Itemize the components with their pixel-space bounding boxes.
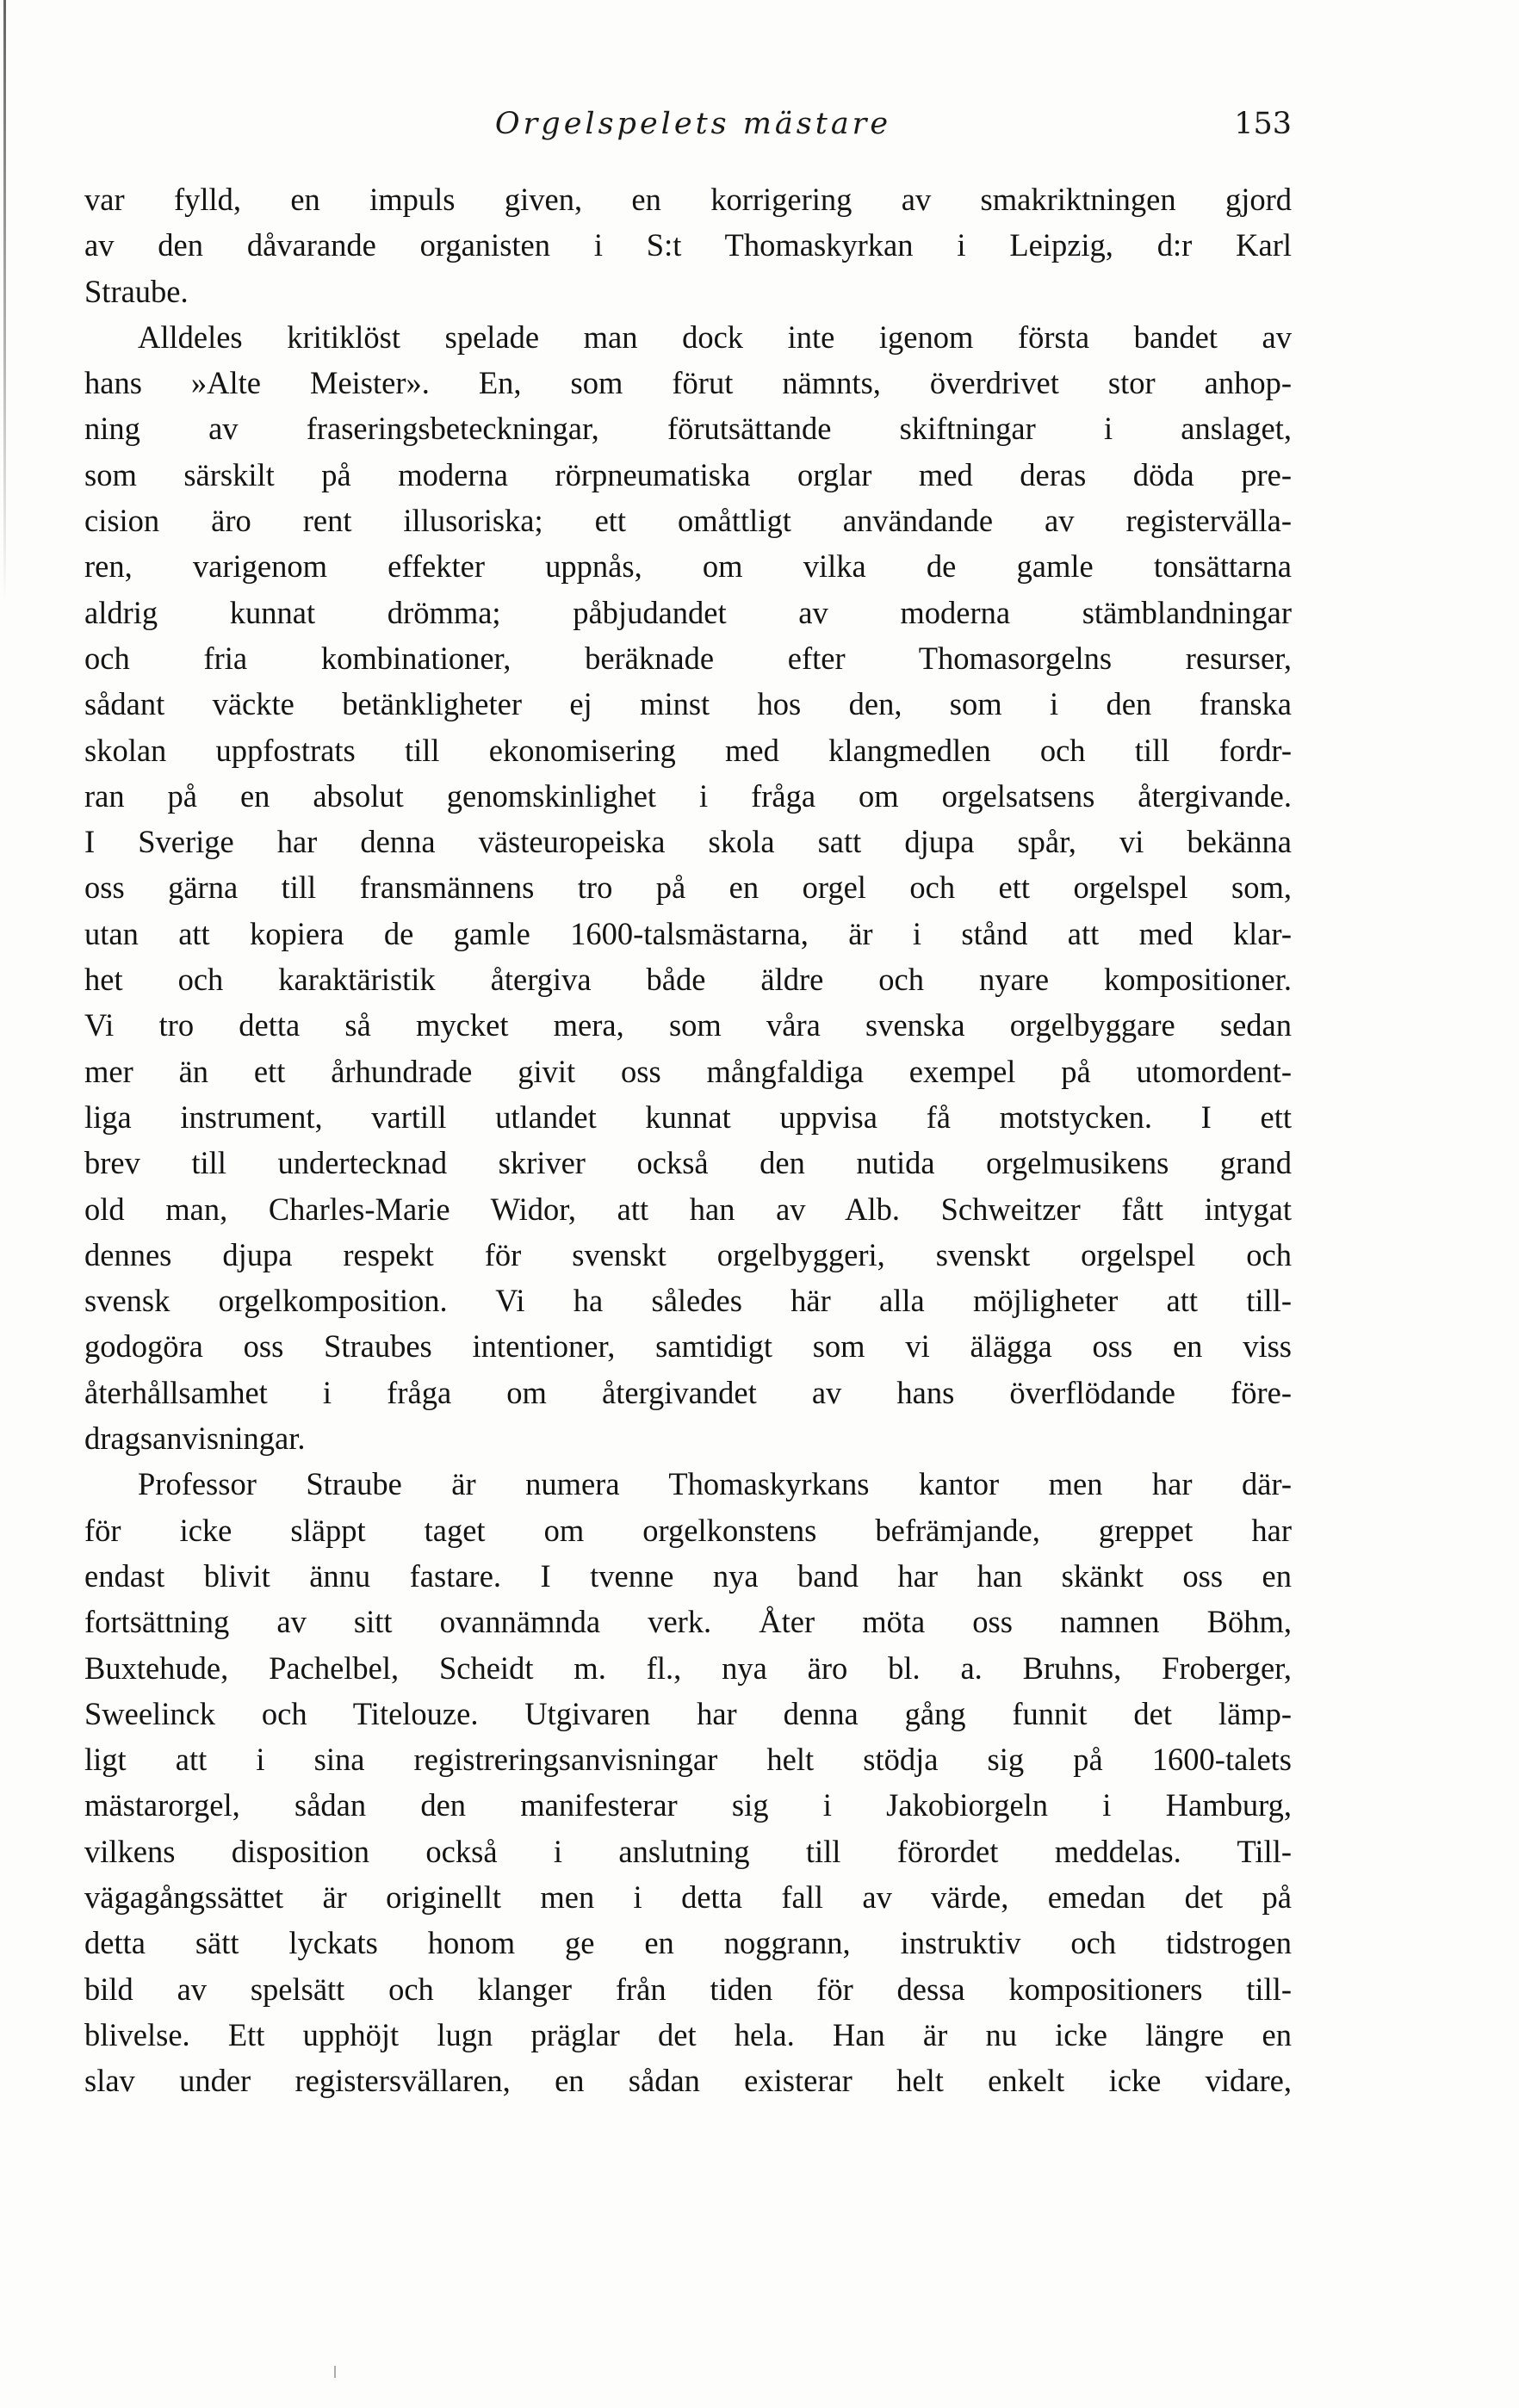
text-line: het och karaktäristik återgiva både äldre och nyare kompositioner.	[84, 962, 1292, 998]
text-line: ning av fraseringsbeteckningar, förutsättande skiftningar i anslaget,	[84, 411, 1292, 447]
text-line: och fria kombinationer, beräknade efter Thomasorgelns resurser,	[84, 640, 1292, 676]
scan-speck	[334, 2366, 336, 2378]
text-line: mästarorgel, sådan den manifesterar sig i Jakobiorgeln i Hamburg,	[84, 1787, 1292, 1823]
body-text	[84, 176, 1292, 2103]
running-title: Orgelspelets mästare	[494, 107, 892, 141]
text-line: av den dåvarande organisten i S:t Thomaskyrkan i Leipzig, d:r Karl	[84, 227, 1292, 263]
text-line: vilkens disposition också i anslutning till förordet meddelas. Till-	[84, 1833, 1292, 1869]
text-line: aldrig kunnat drömma; påbjudandet av moderna stämblandningar	[84, 594, 1292, 630]
text-line: som särskilt på moderna rörpneumatiska orglar med deras döda pre-	[84, 456, 1292, 492]
page-number: 153	[1234, 107, 1292, 141]
page-edge-shadow	[3, 0, 6, 603]
text-line: återhållsamhet i fråga om återgivandet av hans överflödande före-	[84, 1374, 1292, 1410]
text-line: cision äro rent illusoriska; ett omåttligt användande av registervälla-	[84, 503, 1292, 539]
text-line: oss gärna till fransmännens tro på en orgel och ett orgelspel som,	[84, 870, 1292, 906]
text-line: hans »Alte Meister». En, som förut nämnts, överdrivet stor anhop-	[84, 365, 1292, 401]
text-line: Buxtehude, Pachelbel, Scheidt m. fl., nya äro bl. a. Bruhns, Froberger,	[84, 1650, 1292, 1686]
text-line: slav under registersvällaren, en sådan existerar helt enkelt icke vidare,	[84, 2063, 1292, 2099]
text-line: blivelse. Ett upphöjt lugn präglar det hela. Han är nu icke längre en	[84, 2016, 1292, 2052]
text-line: mer än ett århundrade givit oss mångfaldiga exempel på utomordent-	[84, 1053, 1292, 1089]
text-line: I Sverige har denna västeuropeiska skola satt djupa spår, vi bekänna	[84, 824, 1292, 860]
text-line: för icke släppt taget om orgelkonstens befrämjande, greppet har	[84, 1512, 1292, 1548]
text-line: bild av spelsätt och klanger från tiden för dessa kompositioners till-	[84, 1971, 1292, 2007]
text-line: skolan uppfostrats till ekonomisering med klangmedlen och till fordr-	[84, 732, 1292, 768]
text-line: old man, Charles-Marie Widor, att han av Alb. Schweitzer fått intygat	[84, 1191, 1292, 1227]
text-line: dragsanvisningar.	[84, 1421, 306, 1457]
text-line: vägagångssättet är originellt men i detta fall av värde, emedan det på	[84, 1879, 1292, 1915]
text-line: Straube.	[84, 273, 189, 309]
text-line: Vi tro detta så mycket mera, som våra svenska orgelbyggare sedan	[84, 1007, 1292, 1043]
text-line: endast blivit ännu fastare. I tvenne nya band har han skänkt oss en	[84, 1557, 1292, 1594]
text-line: fortsättning av sitt ovannämnda verk. Åter möta oss namnen Böhm,	[84, 1604, 1292, 1640]
text-line: godogöra oss Straubes intentioner, samtidigt som vi älägga oss en viss	[84, 1328, 1292, 1365]
text-line: Professor Straube är numera Thomaskyrkans kantor men har där-	[138, 1466, 1292, 1502]
text-line: ren, varigenom effekter uppnås, om vilka de gamle tonsättarna	[84, 548, 1292, 585]
text-line: ligt att i sina registreringsanvisningar helt stödja sig på 1600-talets	[84, 1742, 1292, 1778]
text-line: sådant väckte betänkligheter ej minst hos den, som i den franska	[84, 686, 1292, 722]
text-line: Alldeles kritiklöst spelade man dock inte igenom första bandet av	[138, 319, 1292, 355]
text-line: brev till undertecknad skriver också den nutida orgelmusikens grand	[84, 1145, 1292, 1181]
text-line: dennes djupa respekt för svenskt orgelbyggeri, svenskt orgelspel och	[84, 1236, 1292, 1272]
text-line: var fylld, en impuls given, en korrigering av smakriktningen gjord	[84, 182, 1292, 217]
text-line: Sweelinck och Titelouze. Utgivaren har denna gång funnit det lämp-	[84, 1695, 1292, 1731]
text-line: svensk orgelkomposition. Vi ha således här alla möjligheter att till-	[84, 1283, 1292, 1319]
text-line: liga instrument, vartill utlandet kunnat uppvisa få motstycken. I ett	[84, 1099, 1292, 1135]
text-line: detta sätt lyckats honom ge en noggrann, instruktiv och tidstrogen	[84, 1925, 1292, 1961]
text-line: ran på en absolut genomskinlighet i fråga om orgelsatsens återgivande.	[84, 777, 1292, 814]
page-header	[95, 107, 1292, 158]
text-line: utan att kopiera de gamle 1600-talsmästarna, är i stånd att med klar-	[84, 915, 1292, 951]
